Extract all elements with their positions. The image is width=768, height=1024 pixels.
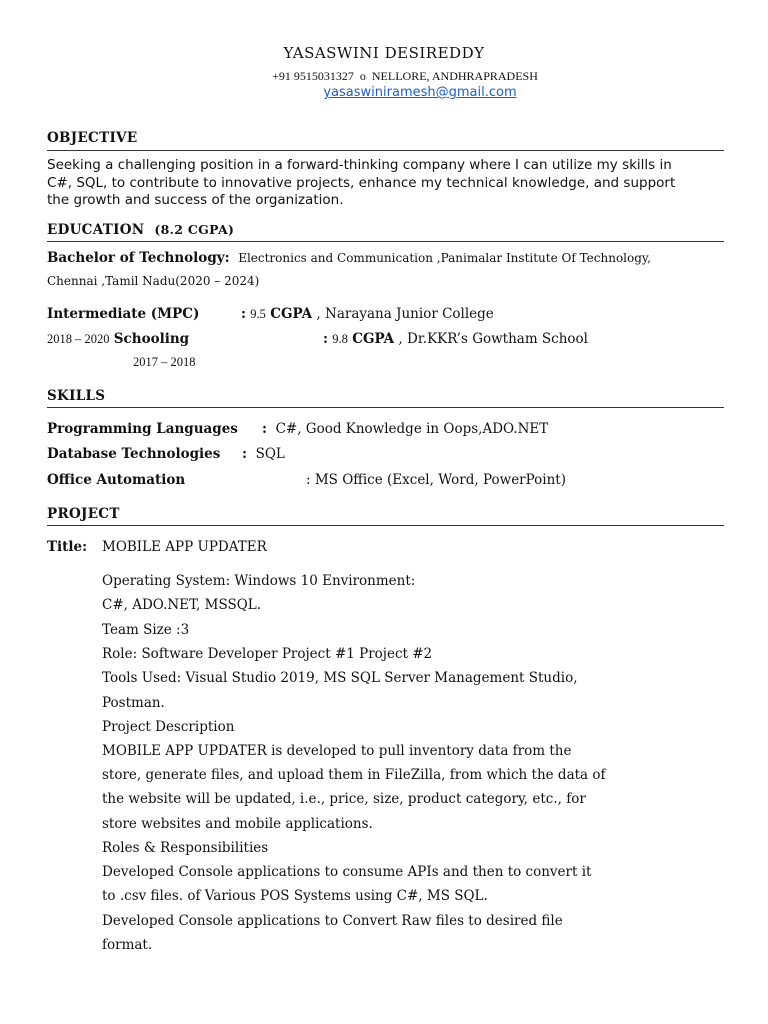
project-list-item: C#, ADO.NET, MSSQL. bbox=[102, 597, 262, 613]
intermediate-cgpa: CGPA bbox=[270, 306, 313, 322]
project-list-item: MOBILE APP UPDATER is developed to pull inventory data from the bbox=[102, 743, 572, 759]
project-list-item: Developed Console applications to consume APIs and then to convert it bbox=[102, 864, 592, 880]
project-list-item-continued: Postman. bbox=[102, 695, 165, 711]
objective-text bbox=[47, 157, 727, 210]
objective-rule bbox=[47, 150, 724, 151]
education-title: EDUCATION bbox=[47, 222, 145, 238]
bachelor-label: Bachelor of Technology bbox=[47, 250, 225, 266]
bachelor-line bbox=[47, 250, 651, 266]
office-value: : MS Office (Excel, Word, PowerPoint) bbox=[306, 472, 567, 488]
intermediate-college: , Narayana Junior College bbox=[316, 306, 494, 322]
programming-label: Programming Languages bbox=[47, 421, 238, 437]
contact-line bbox=[0, 69, 768, 84]
education-cgpa: (8.2 CGPA) bbox=[154, 222, 235, 237]
database-value: : SQL bbox=[242, 446, 285, 462]
project-list-item-continued: store, generate files, and upload them in FileZilla, from which the data of bbox=[102, 767, 606, 783]
project-list-item: Developed Console applications to Convert Raw files to desired file bbox=[102, 913, 563, 929]
project-list-item-continued: the website will be updated, i.e., price, size, product category, etc., for bbox=[102, 791, 586, 807]
project-list-item-continued: to .csv files. of Various POS Systems using C#, MS SQL. bbox=[102, 888, 488, 904]
candidate-name: YASASWINI DESIREDDY bbox=[283, 44, 485, 62]
phone-number: +91 9515031327 bbox=[272, 69, 354, 83]
objective-line: Seeking a challenging position in a forward-thinking company where I can utilize my skills in bbox=[47, 157, 672, 173]
project-title-label: Title: bbox=[47, 539, 88, 555]
project-list-item: Team Size :3 bbox=[102, 622, 190, 638]
contact-separator: o bbox=[359, 69, 366, 83]
schooling-result: : 9.8 CGPA , Dr.KKR’s Gowtham School bbox=[323, 331, 589, 347]
location: NELLORE, ANDHRAPRADESH bbox=[371, 69, 538, 83]
schooling-school: , Dr.KKR’s Gowtham School bbox=[398, 331, 589, 347]
database-label: Database Technologies bbox=[47, 446, 221, 462]
bachelor-place: Chennai ,Tamil Nadu(2020 – 2024) bbox=[47, 274, 260, 288]
email-link[interactable]: yasaswiniramesh@gmail.com bbox=[323, 85, 517, 100]
project-list-item-continued: format. bbox=[102, 937, 153, 953]
project-list-item: Project Description bbox=[102, 719, 235, 735]
project-list-item: Operating System: Windows 10 Environment: bbox=[102, 573, 416, 589]
objective-heading: OBJECTIVE bbox=[47, 130, 138, 146]
schooling-cgpa: CGPA bbox=[352, 331, 395, 347]
bachelor-detail: Electronics and Communication ,Panimalar Institute Of Technology, bbox=[238, 251, 651, 265]
project-title: MOBILE APP UPDATER bbox=[102, 539, 267, 555]
education-rule bbox=[47, 241, 724, 242]
intermediate-label: Intermediate (MPC) bbox=[47, 306, 200, 322]
schooling-line bbox=[47, 331, 189, 347]
project-list-item: Tools Used: Visual Studio 2019, MS SQL Server Management Studio, bbox=[102, 670, 578, 686]
bachelor-colon: : bbox=[224, 250, 230, 266]
project-heading: PROJECT bbox=[47, 506, 120, 522]
project-list-item: Roles & Responsibilities bbox=[102, 840, 269, 856]
education-heading bbox=[47, 222, 234, 238]
intermediate-result: : 9.5 CGPA , Narayana Junior College bbox=[241, 306, 494, 322]
skills-rule bbox=[47, 407, 724, 408]
programming-value: : C#, Good Knowledge in Oops,ADO.NET bbox=[262, 421, 549, 437]
objective-line: the growth and success of the organization. bbox=[47, 192, 344, 208]
schooling-label: Schooling bbox=[113, 331, 190, 347]
project-list-item: Role: Software Developer Project #1 Project #2 bbox=[102, 646, 433, 662]
objective-line: C#, SQL, to contribute to innovative projects, enhance my technical knowledge, and support bbox=[47, 174, 676, 191]
intermediate-score: 9.5 bbox=[250, 307, 266, 321]
project-list-item-continued: store websites and mobile applications. bbox=[102, 816, 373, 832]
schooling-years-prefix: 2018 – 2020 bbox=[47, 332, 110, 346]
schooling-years: 2017 – 2018 bbox=[133, 355, 196, 369]
office-label: Office Automation bbox=[47, 472, 186, 488]
project-rule bbox=[47, 525, 724, 526]
skills-heading: SKILLS bbox=[47, 388, 106, 404]
schooling-score: 9.8 bbox=[332, 332, 348, 346]
